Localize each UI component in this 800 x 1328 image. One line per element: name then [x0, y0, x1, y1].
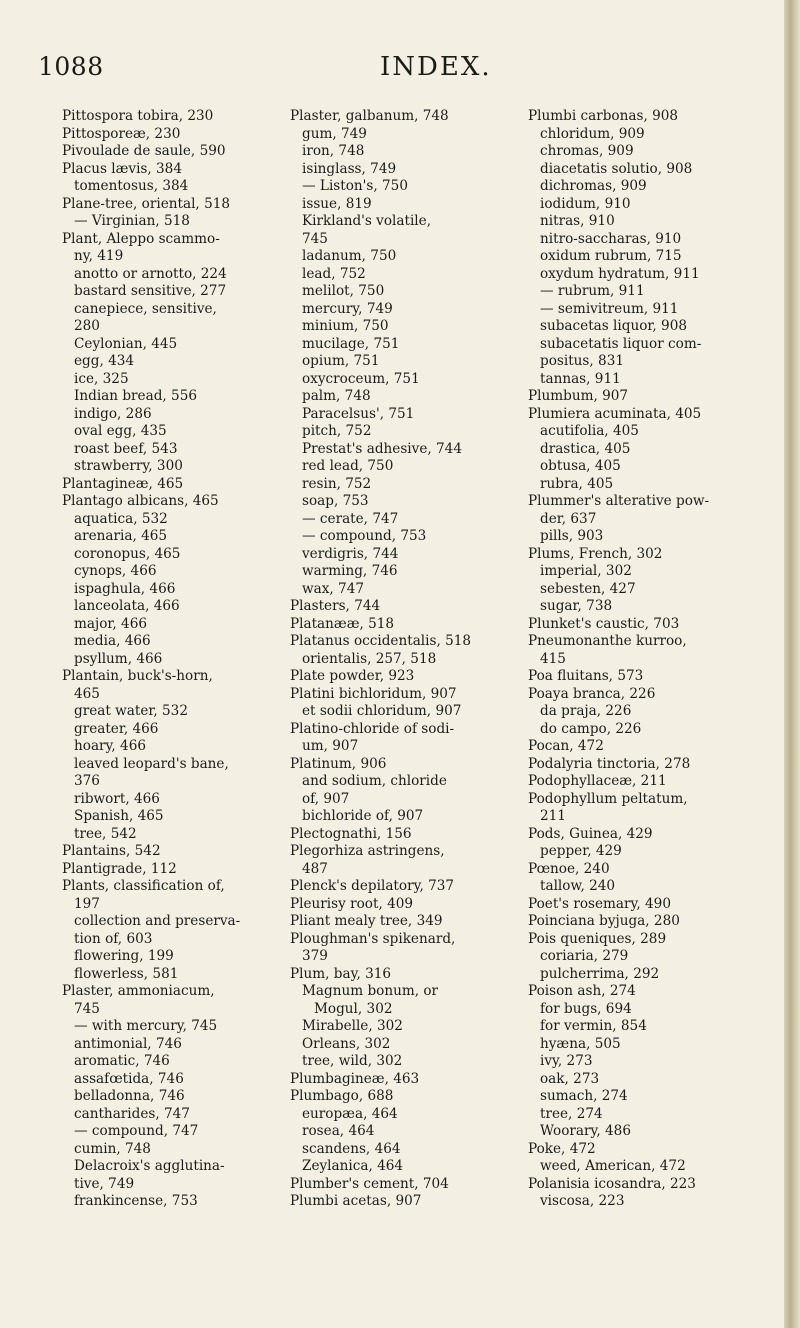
index-entry: Plantago albicans, 465 [62, 493, 219, 509]
index-entry: tomentosus, 384 [74, 178, 189, 194]
index-entry: 197 [74, 895, 100, 912]
index-entry: Plate powder, 923 [290, 668, 415, 684]
index-entry: Podophyllaceæ, 211 [528, 773, 667, 789]
index-entry: Plenck's depilatory, 737 [290, 878, 455, 894]
index-entry: Ceylonian, 445 [74, 335, 178, 352]
index-entry: Poaya branca, 226 [528, 685, 656, 702]
index-entry: Prestat's adhesive, 744 [302, 440, 462, 457]
index-entry: chloridum, 909 [540, 125, 645, 142]
index-entry: orientalis, 257, 518 [302, 650, 437, 667]
index-entry: Plaster, ammoniacum, [62, 983, 215, 999]
index-entry: Plummer's alterative pow- [528, 493, 710, 509]
index-entry: Pœnoe, 240 [528, 860, 610, 877]
index-entry: Platanus occidentalis, 518 [290, 633, 472, 649]
index-column-3 [528, 108, 764, 1211]
index-entry: hyæna, 505 [540, 1035, 621, 1052]
index-entry: pulcherrima, 292 [540, 965, 660, 982]
index-entry: major, 466 [74, 615, 147, 632]
index-entry: red lead, 750 [302, 458, 394, 474]
index-entry: opium, 751 [302, 353, 380, 369]
index-entry: flowerless, 581 [74, 965, 179, 982]
index-entry: Plantigrade, 112 [62, 860, 177, 877]
index-entry: Pleurisy root, 409 [290, 895, 414, 912]
index-entry: Pneumonanthe kurroo, [528, 633, 687, 649]
index-entry: tion of, 603 [74, 930, 153, 947]
index-entry: tree, 542 [74, 825, 137, 842]
index-entry: Plant, Aleppo scammo- [62, 230, 220, 247]
index-entry: — rubrum, 911 [540, 283, 645, 299]
index-entry: ribwort, 466 [74, 790, 160, 807]
index-entry: 487 [302, 860, 328, 877]
index-entry: Poison ash, 274 [528, 983, 636, 999]
index-entry: Indian bread, 556 [74, 388, 197, 404]
index-entry: Plaster, galbanum, 748 [290, 108, 449, 124]
index-entry: aromatic, 746 [74, 1053, 170, 1069]
index-entry: sebesten, 427 [540, 580, 636, 597]
index-entry: strawberry, 300 [74, 458, 183, 474]
index-entry: Paracelsus', 751 [302, 405, 415, 422]
index-entry: 376 [74, 773, 100, 789]
index-entry: Plane-tree, oriental, 518 [62, 195, 231, 212]
index-entry: cynops, 466 [74, 563, 157, 579]
index-entry: Plantagineæ, 465 [62, 475, 184, 492]
index-entry: — with mercury, 745 [74, 1018, 218, 1034]
index-entry: flowering, 199 [74, 948, 174, 964]
index-entry: tannas, 911 [540, 370, 621, 387]
index-entry: iodidum, 910 [540, 195, 631, 212]
index-entry: Zeylanica, 464 [302, 1158, 404, 1174]
index-entry: gum, 749 [302, 125, 367, 142]
index-entry: Platinum, 906 [290, 755, 387, 772]
index-entry: der, 637 [540, 510, 597, 527]
index-entry: antimonial, 746 [74, 1035, 182, 1052]
index-entry: Spanish, 465 [74, 808, 164, 824]
index-entry: arenaria, 465 [74, 528, 168, 544]
index-entry: bichloride of, 907 [302, 808, 424, 824]
index-entry: Pods, Guinea, 429 [528, 825, 653, 842]
index-entry: ny, 419 [74, 248, 124, 264]
index-entry: Mirabelle, 302 [302, 1018, 403, 1034]
index-entry: Kirkland's volatile, [302, 213, 432, 229]
index-entry: do campo, 226 [540, 720, 642, 737]
index-entry: roast beef, 543 [74, 440, 178, 457]
index-entry: 465 [74, 685, 100, 702]
index-entry: tive, 749 [74, 1175, 135, 1192]
index-entry: Pittosporeæ, 230 [62, 125, 181, 142]
index-entry: media, 466 [74, 633, 151, 649]
index-entry: and sodium, chloride [302, 773, 447, 789]
index-entry: sumach, 274 [540, 1088, 628, 1104]
index-entry: lead, 752 [302, 265, 366, 282]
index-entry: Pliant mealy tree, 349 [290, 913, 443, 929]
index-entry: cantharides, 747 [74, 1105, 190, 1122]
index-entry: Podophyllum peltatum, [528, 790, 688, 807]
index-entry: diacetatis solutio, 908 [540, 160, 693, 177]
index-entry: ivy, 273 [540, 1053, 593, 1069]
index-entry: Plants, classification of, [62, 878, 225, 894]
page-title: INDEX. [380, 52, 492, 82]
index-entry: aquatica, 532 [74, 510, 168, 527]
index-entry: Platanææ, 518 [290, 615, 395, 632]
index-entry: tallow, 240 [540, 878, 616, 894]
index-entry: nitras, 910 [540, 213, 615, 229]
index-entry: subacetatis liquor com- [540, 335, 702, 352]
index-entry: oval egg, 435 [74, 423, 167, 439]
index-entry: for bugs, 694 [540, 1000, 632, 1017]
index-entry: Poinciana byjuga, 280 [528, 913, 680, 929]
index-entry: ladanum, 750 [302, 248, 397, 264]
index-entry: rosea, 464 [302, 1123, 375, 1139]
index-entry: wax, 747 [302, 580, 364, 597]
page-number: 1088 [38, 52, 104, 81]
index-entry: isinglass, 749 [302, 160, 397, 177]
index-entry: frankincense, 753 [74, 1193, 198, 1209]
index-entry: dichromas, 909 [540, 178, 647, 194]
index-entry: Pois queniques, 289 [528, 930, 667, 947]
index-entry: great water, 532 [74, 703, 188, 719]
index-entry: rubra, 405 [540, 475, 614, 492]
index-entry: Plumiera acuminata, 405 [528, 405, 702, 422]
index-entry: Pocan, 472 [528, 738, 604, 754]
index-entry: issue, 819 [302, 195, 372, 212]
index-entry: pills, 903 [540, 528, 604, 544]
page-header [38, 52, 740, 88]
index-entry: Poke, 472 [528, 1140, 596, 1157]
index-entry: ispaghula, 466 [74, 580, 176, 597]
index-entry: anotto or arnotto, 224 [74, 265, 227, 282]
index-entry: Plumbagineæ, 463 [290, 1070, 420, 1087]
index-entry: canepiece, sensitive, [74, 300, 217, 317]
index-entry: — Liston's, 750 [302, 178, 408, 194]
index-entry: positus, 831 [540, 353, 624, 369]
index-column-2 [290, 108, 522, 1211]
index-entry: Plasters, 744 [290, 598, 381, 614]
index-entry: Plunket's caustic, 703 [528, 615, 680, 632]
index-entry: chromas, 909 [540, 143, 634, 159]
index-entry: Plums, French, 302 [528, 545, 663, 562]
index-entry: bastard sensitive, 277 [74, 283, 227, 299]
index-entry: Woorary, 486 [540, 1123, 631, 1139]
index-entry: collection and preserva- [74, 913, 241, 929]
index-entry: pitch, 752 [302, 423, 372, 439]
index-entry: um, 907 [302, 738, 359, 754]
index-entry: lanceolata, 466 [74, 598, 180, 614]
index-entry: greater, 466 [74, 720, 159, 737]
index-entry: — semivitreum, 911 [540, 300, 679, 317]
index-entry: indigo, 286 [74, 405, 152, 422]
index-entry: Podalyria tinctoria, 278 [528, 755, 691, 772]
index-entry: 415 [540, 650, 566, 667]
index-entry: Plectognathi, 156 [290, 825, 412, 842]
index-entry: Placus lævis, 384 [62, 160, 182, 177]
index-entry: Plumbum, 907 [528, 388, 629, 404]
index-entry: Orleans, 302 [302, 1035, 391, 1052]
index-entry: Platino-chloride of sodi- [290, 720, 455, 737]
index-entry: europæa, 464 [302, 1105, 398, 1122]
index-entry: Magnum bonum, or [302, 983, 439, 999]
index-entry: iron, 748 [302, 143, 365, 159]
index-entry: Pittospora tobira, 230 [62, 108, 214, 124]
index-entry: Plantains, 542 [62, 843, 161, 859]
index-entry: Plumbi acetas, 907 [290, 1193, 422, 1209]
index-entry: ice, 325 [74, 370, 129, 387]
index-entry: pepper, 429 [540, 843, 622, 859]
index-entry: Platini bichloridum, 907 [290, 685, 457, 702]
index-entry: 280 [74, 318, 100, 334]
index-column-1 [62, 108, 287, 1211]
index-entry: Plumbago, 688 [290, 1088, 394, 1104]
index-entry: egg, 434 [74, 353, 135, 369]
index-entry: — Virginian, 518 [74, 213, 190, 229]
index-entry: Plumbi carbonas, 908 [528, 108, 679, 124]
index-entry: warming, 746 [302, 563, 398, 579]
index-entry: imperial, 302 [540, 563, 632, 579]
index-entry: et sodii chloridum, 907 [302, 703, 462, 719]
index-entry: coronopus, 465 [74, 545, 181, 562]
index-entry: oxidum rubrum, 715 [540, 248, 682, 264]
index-entry: drastica, 405 [540, 440, 631, 457]
index-entry: acutifolia, 405 [540, 423, 639, 439]
index-entry: weed, American, 472 [540, 1158, 686, 1174]
index-entry: psyllum, 466 [74, 650, 163, 667]
index-entry: minium, 750 [302, 318, 389, 334]
index-entry: Mogul, 302 [314, 1000, 393, 1017]
index-entry: verdigris, 744 [302, 545, 399, 562]
index-entry: palm, 748 [302, 388, 371, 404]
index-entry: — cerate, 747 [302, 510, 399, 527]
index-entry: oxycroceum, 751 [302, 370, 420, 387]
index-entry: Pivoulade de saule, 590 [62, 143, 226, 159]
index-entry: soap, 753 [302, 493, 369, 509]
index-entry: subacetas liquor, 908 [540, 318, 687, 334]
index-entry: Plantain, buck's-horn, [62, 668, 213, 684]
index-entry: — compound, 747 [74, 1123, 199, 1139]
index-entry: da praja, 226 [540, 703, 632, 719]
index-entry: for vermin, 854 [540, 1018, 647, 1034]
index-entry: viscosa, 223 [540, 1193, 625, 1209]
index-entry: tree, wild, 302 [302, 1053, 403, 1069]
book-binding-edge [784, 0, 800, 1328]
index-entry: 211 [540, 808, 566, 824]
index-entry: nitro-saccharas, 910 [540, 230, 682, 247]
index-entry: oak, 273 [540, 1070, 600, 1087]
index-entry: Plum, bay, 316 [290, 965, 392, 982]
index-entry: Polanisia icosandra, 223 [528, 1175, 696, 1192]
index-entry: assafœtida, 746 [74, 1070, 184, 1087]
index-entry: Poet's rosemary, 490 [528, 895, 671, 912]
index-entry: cumin, 748 [74, 1140, 151, 1157]
index-entry: mercury, 749 [302, 300, 393, 317]
index-entry: 379 [302, 948, 328, 964]
index-entry: Plumber's cement, 704 [290, 1175, 449, 1192]
index-entry: mucilage, 751 [302, 335, 400, 352]
index-entry: melilot, 750 [302, 283, 385, 299]
index-entry: 745 [74, 1000, 100, 1017]
index-entry: coriaria, 279 [540, 948, 629, 964]
index-entry: Delacroix's agglutina- [74, 1158, 225, 1174]
index-entry: tree, 274 [540, 1105, 603, 1122]
index-entry: of, 907 [302, 790, 350, 807]
index-entry: Plegorhiza astringens, [290, 843, 445, 859]
index-entry: Poa fluitans, 573 [528, 668, 644, 684]
index-entry: obtusa, 405 [540, 458, 621, 474]
index-entry: resin, 752 [302, 475, 372, 492]
index-entry: hoary, 466 [74, 738, 147, 754]
index-entry: Ploughman's spikenard, [290, 930, 456, 947]
index-entry: scandens, 464 [302, 1140, 401, 1157]
index-entry: leaved leopard's bane, [74, 755, 229, 772]
index-entry: — compound, 753 [302, 528, 427, 544]
index-entry: sugar, 738 [540, 598, 613, 614]
index-entry: 745 [302, 230, 328, 247]
index-entry: oxydum hydratum, 911 [540, 265, 700, 282]
index-entry: belladonna, 746 [74, 1088, 185, 1104]
